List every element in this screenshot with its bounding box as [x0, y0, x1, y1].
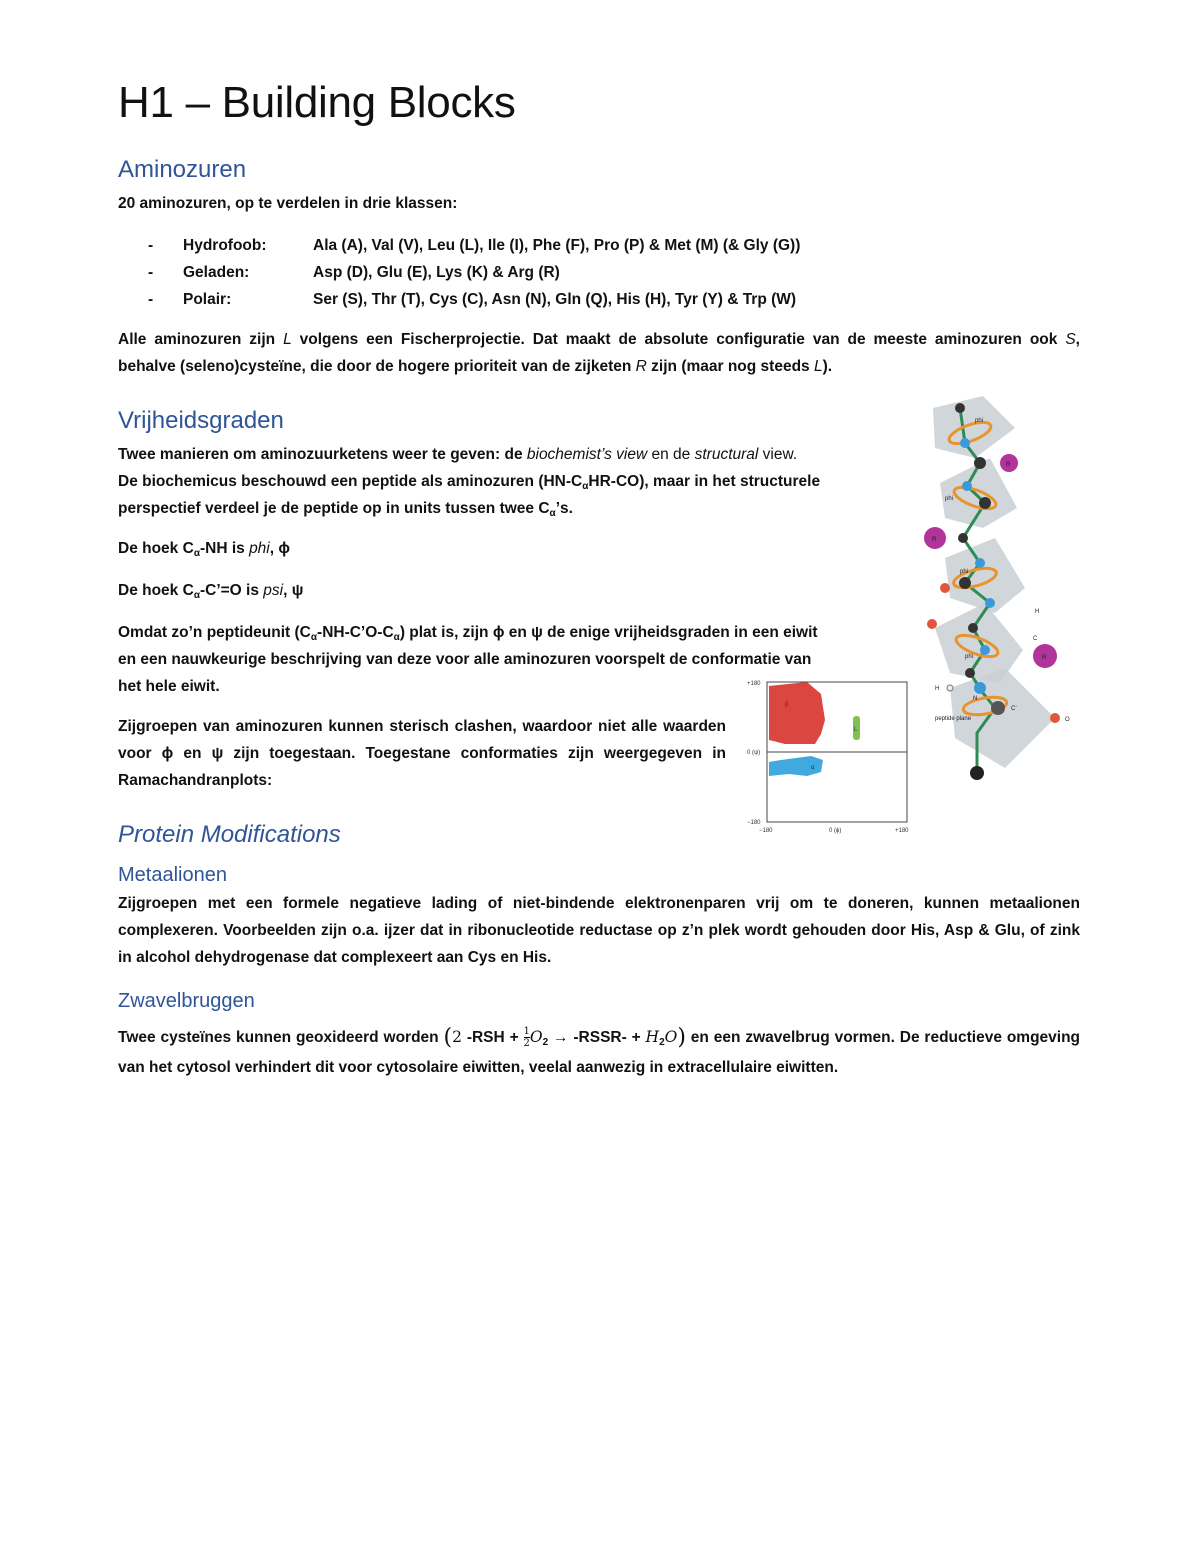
list-dash: - — [148, 264, 154, 281]
list-item — [118, 259, 918, 286]
list-item — [118, 286, 918, 313]
amino-class-list — [118, 232, 918, 313]
views-paragraph: Twee manieren om aminozuurketens weer te geven: de biochemist’s view en de structural view. De biochemicus beschouwd een peptide als aminozuren $(HN-C_\alpha HR-CO)$, maar in het structurele perspectief verdeel je de peptide op in units tussen twee $C_\alpha’s$. — [118, 446, 821, 519]
class-name: Geladen: — [183, 264, 250, 281]
peptide-plane-paragraph: Omdat zo’n peptideunit $(C_\alpha-NH-C’O-C_\alpha)$ plat is, zijn ϕ en ψ de enige vrijheidsgraden in een eiwit en een nauwkeurige beschrijving van deze voor alle aminozuren voorspelt de conformatie van het hele eiwit. — [118, 624, 818, 695]
list-item — [118, 232, 918, 259]
svg-text:H: H — [1035, 609, 1040, 615]
intro-text: 20 aminozuren, op te verdelen in drie klassen: — [118, 195, 458, 212]
heading-metaalionen: Metaalionen — [118, 864, 227, 886]
svg-text:phi: phi — [960, 569, 969, 575]
svg-text:phi: phi — [965, 654, 974, 660]
svg-text:phi: phi — [945, 496, 954, 502]
y-tick: +180 — [747, 681, 761, 687]
configuration-paragraph: Alle aminozuren zijn L volgens een Fischerprojectie. Dat maakt de absolute configuratie van de meeste aminozuren ook S, behalve (seleno)cysteïne, die door de hogere prioriteit van de zijketen R zijn (maar nog steeds L). — [118, 331, 1080, 375]
psi-definition: De hoek $C_\alpha-C’=O$ is psi, ψ — [118, 582, 304, 601]
metaalionen-paragraph: Zijgroepen met een formele negatieve lading of niet-bindende elektronenparen vrij om te doneren, kunnen metaalionen complexeren. Voorbeelden zijn o.a. ijzer dat in ribonucleotide reductase op z’n plek wordt gehouden door His, Asp & Glu, of zink in alcohol dehydrogenase dat complexeert aan Cys en His. — [118, 895, 1080, 966]
alpha-label: α — [811, 765, 815, 771]
list-dash: - — [148, 291, 154, 308]
y-tick: −180 — [747, 820, 761, 826]
heading-zwavelbruggen: Zwavelbruggen — [118, 990, 255, 1012]
svg-text:O: O — [1065, 717, 1070, 723]
class-members: Asp (D), Glu (E), Lys (K) & Arg (R) — [313, 264, 560, 281]
x-tick: −180 — [759, 828, 773, 834]
svg-text:R: R — [932, 537, 937, 543]
zwavelbruggen-paragraph: Twee cysteïnes kunnen geoxideerd worden (2 -RSH + $\frac{1}{2}$ $O_2$ → -RSSR- + $H_2O$) en een zwavelbrug vormen. De reductieve omgeving van het cytosol verhindert dit voor cytosolaire eiwitten, veelal aanwezig in extracellulaire eiwitten. — [118, 1025, 1081, 1076]
heading-protein-modifications: Protein Modifications — [118, 821, 341, 848]
heading-vrijheidsgraden: Vrijheidsgraden — [118, 407, 284, 434]
peptide-chain-figure — [905, 388, 1090, 798]
svg-text:C’: C’ — [1011, 706, 1017, 712]
x-tick: 0 (ϕ) — [829, 828, 842, 834]
svg-text:phi: phi — [975, 418, 984, 424]
heading-aminozuren: Aminozuren — [118, 156, 247, 183]
phi-definition: De hoek $C_\alpha-NH$ is phi, ϕ — [118, 540, 290, 559]
beta-region — [769, 682, 825, 744]
page-title: H1 – Building Blocks — [118, 78, 516, 127]
y-tick: 0 (ψ) — [747, 750, 761, 756]
left-label: L — [854, 727, 858, 733]
x-tick: +180 — [895, 828, 909, 834]
svg-text:H: H — [935, 686, 940, 692]
beta-label: β — [785, 702, 789, 708]
svg-text:R: R — [1042, 655, 1047, 661]
svg-text:C: C — [1033, 636, 1038, 642]
class-name: Polair: — [183, 291, 232, 308]
list-dash: - — [148, 237, 154, 254]
svg-text:peptide plane: peptide plane — [935, 716, 972, 722]
class-name: Hydrofoob: — [183, 237, 267, 254]
svg-text:N: N — [973, 696, 978, 702]
ramachandran-paragraph: Zijgroepen van aminozuren kunnen sterisch clashen, waardoor niet alle waarden voor ϕ en ψ zijn toegestaan. Toegestane conformaties zijn weergegeven in Ramachandranplots: — [118, 718, 726, 789]
svg-text:R: R — [1006, 462, 1011, 468]
ramachandran-plot-figure — [745, 672, 920, 840]
class-members: Ser (S), Thr (T), Cys (C), Asn (N), Gln (Q), His (H), Tyr (Y) & Trp (W) — [313, 291, 797, 308]
class-members: Ala (A), Val (V), Leu (L), Ile (I), Phe (F), Pro (P) & Met (M) (& Gly (G)) — [313, 237, 801, 254]
